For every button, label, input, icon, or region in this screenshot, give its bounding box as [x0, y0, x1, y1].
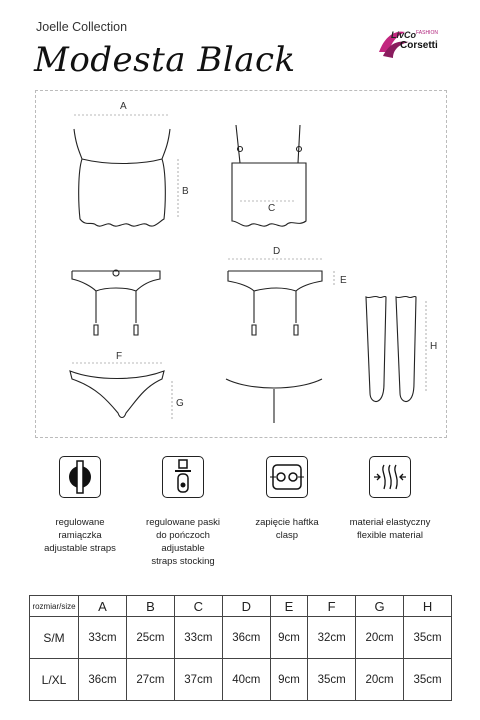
size-value-cell: 25cm [126, 617, 174, 659]
dimension-label-e: E [340, 275, 347, 286]
size-value-cell: 33cm [174, 617, 222, 659]
size-value-cell: 27cm [126, 659, 174, 701]
size-column-header: D [222, 596, 270, 617]
size-table [29, 595, 452, 701]
dimension-label-c: C [268, 203, 276, 214]
feature-label-line: zapięcie haftka [255, 517, 319, 528]
flexible-material-icon [369, 456, 411, 498]
garter-belt-back-drawing [228, 271, 322, 323]
size-column-header: F [308, 596, 356, 617]
feature-label-line: do pończoch [156, 530, 210, 541]
feature-icons-row [0, 456, 480, 576]
dimension-label-g: G [176, 398, 184, 409]
feature-label-line: ramiączka [58, 530, 102, 541]
size-value-cell: 35cm [308, 659, 356, 701]
size-column-header: A [79, 596, 127, 617]
logo-text-livco: LivCo [391, 30, 417, 40]
size-column-header: E [270, 596, 307, 617]
size-column-header: H [404, 596, 452, 617]
logo-text-fashion: FASHION [416, 30, 438, 36]
garter-belt-front-drawing [72, 271, 160, 323]
size-value-cell: 40cm [222, 659, 270, 701]
size-value-cell: 35cm [404, 617, 452, 659]
stockings-drawing [366, 296, 386, 401]
dimension-label-a: A [120, 101, 127, 112]
feature-label-line: regulowane [55, 517, 105, 528]
feature-label-line: materiał elastyczny [349, 517, 431, 528]
adjustable-straps-icon [59, 456, 101, 498]
size-column-header: B [126, 596, 174, 617]
size-value-cell: 35cm [404, 659, 452, 701]
size-column-header: G [356, 596, 404, 617]
size-column-header: C [174, 596, 222, 617]
feature-label-line: clasp [275, 530, 299, 541]
feature-label-line: straps stocking [151, 556, 215, 567]
dimension-label-d: D [273, 246, 281, 257]
clasp-icon [266, 456, 308, 498]
dimension-label-b: B [182, 186, 189, 197]
feature-label-line: adjustable straps [44, 543, 116, 554]
top-back-drawing [236, 125, 300, 163]
technical-drawing-panel [35, 90, 447, 438]
feature-label-line: adjustable [161, 543, 205, 554]
feature-stocking-straps [128, 456, 238, 568]
garment-diagrams [36, 91, 448, 439]
product-title: Modesta Black [34, 40, 296, 80]
size-value-cell: 20cm [356, 659, 404, 701]
size-value-cell: 33cm [79, 617, 127, 659]
size-value-cell: 9cm [270, 617, 307, 659]
table-row [30, 659, 452, 701]
thong-back-drawing [226, 379, 322, 423]
size-value-cell: 9cm [270, 659, 307, 701]
dimension-label-h: H [430, 341, 438, 352]
feature-flexible-material [335, 456, 445, 542]
dimension-label-f: F [116, 351, 123, 362]
brand-logo [375, 22, 455, 64]
top-front-drawing [74, 129, 170, 226]
size-name-cell: L/XL [30, 659, 79, 701]
size-value-cell: 32cm [308, 617, 356, 659]
size-table-header-row [30, 596, 452, 617]
collection-name: Joelle Collection [36, 20, 128, 34]
size-value-cell: 36cm [222, 617, 270, 659]
size-name-cell: S/M [30, 617, 79, 659]
feature-clasp [232, 456, 342, 542]
size-value-cell: 36cm [79, 659, 127, 701]
thong-front-drawing [70, 371, 164, 418]
size-value-cell: 37cm [174, 659, 222, 701]
table-row [30, 617, 452, 659]
size-value-cell: 20cm [356, 617, 404, 659]
feature-label-line: flexible material [357, 530, 423, 541]
logo-text-corsetti: Corsetti [400, 40, 438, 51]
stocking-straps-icon [162, 456, 204, 498]
size-table-header-label: rozmiar/size [30, 596, 79, 617]
feature-adjustable-straps [25, 456, 135, 555]
feature-label-line: regulowane paski [146, 517, 220, 528]
